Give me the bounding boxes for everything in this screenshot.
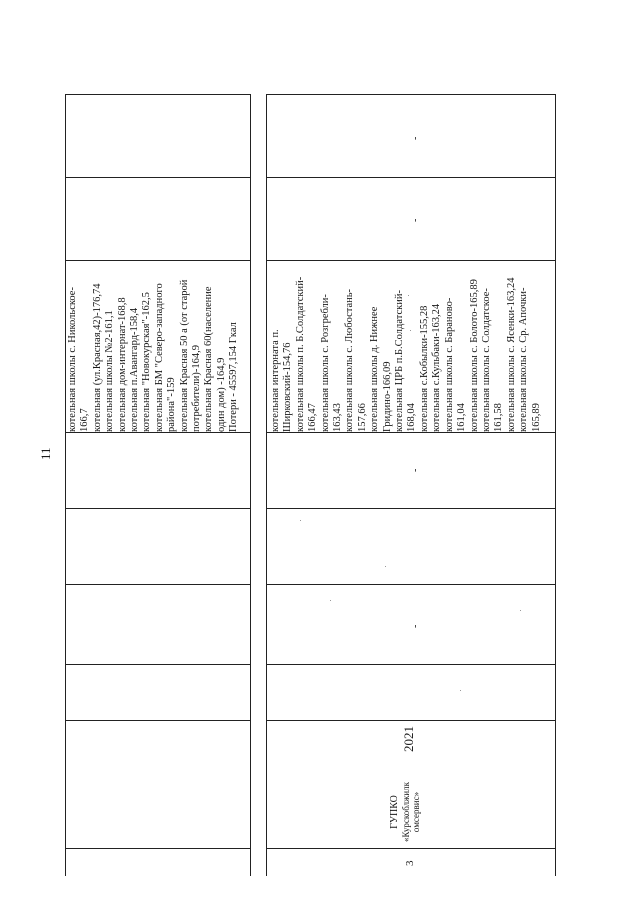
page-number: 11 [38,447,53,460]
text-line: котельная школы с. Ясенки-163,24 [505,277,517,432]
text-line: котельная школы с. Ср. Апочки- [518,287,530,432]
text-line: котельная п.Авангард-158,4 [129,307,141,432]
year-cell: 2021 [401,726,416,752]
dash-cell: - [410,218,421,222]
text-line: котельная школы №2-161,1 [104,310,116,432]
text-line: Потери - 45597,154 Гкал [228,322,240,432]
organization-cell [390,782,422,842]
text-line: котельная школы с. Солдатское- [480,288,492,432]
dash-cell: - [410,468,421,472]
text-line: котельная школы с. Любостань- [344,288,356,432]
text-line: 168,04 [406,403,418,432]
text-line: котельная школы д. Нижнее [369,306,381,432]
text-line: котельная интерната п. [270,329,281,432]
text-line: 166,47 [307,403,319,432]
text-line: один дом) -164,9 [215,357,227,432]
text-line: «Курскоблжилк [400,782,411,842]
text-line: котельная школы с. Бараново- [443,297,455,432]
text-line: 163,43 [332,403,344,432]
upper-boilers-cell [67,280,241,432]
text-line: 166,7 [79,408,91,432]
text-line: котельная Красная 60(население [203,286,215,432]
text-line: котельная "Новокурская"-162,5 [141,292,153,432]
text-line: котельная (ул.Красная,42)-176,74 [91,283,103,432]
row-number: 3 [404,860,416,866]
text-line: котельная БМ "Северо-западного [153,283,165,432]
text-line: ГУПКО [389,795,400,829]
text-line: котельная школы с. Розгребли- [319,294,331,432]
text-line: 161,58 [493,403,505,432]
text-line: котельная с.Кобылки-155,28 [418,305,430,432]
text-line: котельная Красная 50 а (от старой [178,279,190,432]
text-line: котельная дом-интернат-168,8 [116,297,128,432]
text-line: Ширковский-154,76 [282,342,294,432]
dash-cell: - [410,136,421,140]
text-line: котельная школы п. Б.Солдатский- [294,276,306,432]
text-line: котельная ЦРБ п.Б.Солдатский- [394,290,406,432]
text-line: района"-159 [166,377,178,432]
text-line: потребители)-164,9 [191,344,203,432]
text-line: 161,04 [456,403,468,432]
text-line: котельная школы с. Никольское- [67,287,78,432]
lower-boilers-cell [270,277,543,432]
text-line: омсервис» [411,791,421,833]
text-line: 157,66 [356,403,368,432]
dash-cell: - [410,624,421,628]
text-line: 165,89 [530,403,542,432]
text-line: котельная школы с. Болото-165,89 [468,279,480,432]
text-line: котельная с.Кульбаки-163,24 [431,303,443,432]
text-line: Гридино-166,09 [381,361,393,432]
